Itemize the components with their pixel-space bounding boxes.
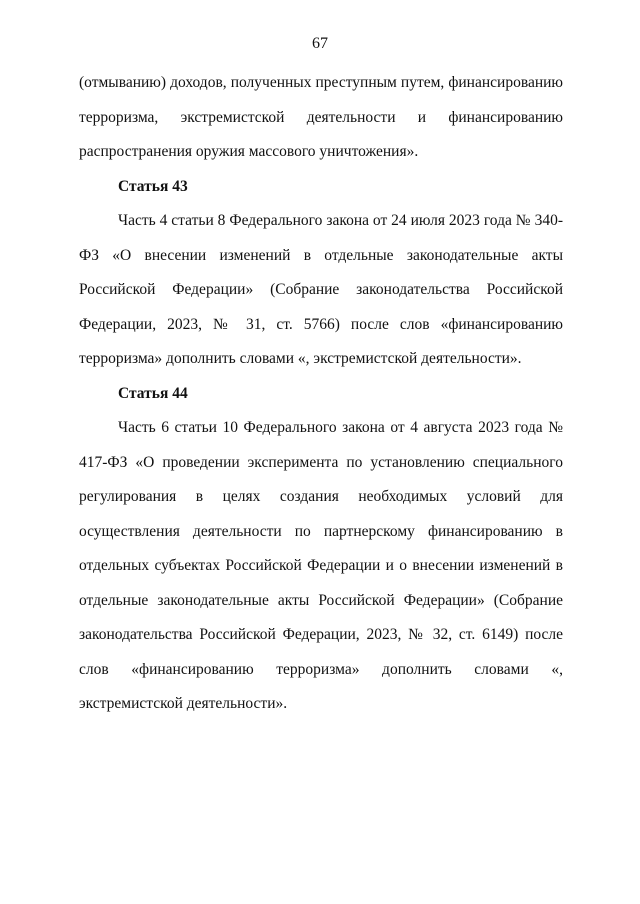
article-43-heading: Статья 43	[118, 177, 188, 195]
article-43-text: Часть 4 статьи 8 Федерального закона от 24 июля 2023 года № 340-ФЗ «О внесении изменений в отдельные законодательные акты Российской Федерации» (Собрание законодательства Российской Федерации, 2023, № 31, ст. 5766) после слов «финансированию терроризма» дополнить словами «, экстремистской деятельности».	[79, 212, 563, 367]
page-number: 67	[312, 35, 328, 52]
article-44-text: Часть 6 статьи 10 Федерального закона от 4 августа 2023 года № 417-ФЗ «О проведении эксперимента по установлению специального регулирования в целях создания необходимых условий для осуществления деятельности по партнерскому финансированию в отдельных субъектах Российской Федерации и о внесении изменений в отдельные законодательные акты Российской Федерации» (Собрание законодательства Российской Федерации, 2023, № 32, ст. 6149) после слов «финансированию терроризма» дополнить словами «, экстремистской деятельности».	[79, 419, 563, 712]
article-44-heading: Статья 44	[118, 384, 188, 402]
continuation-paragraph: (отмыванию) доходов, полученных преступным путем, финансированию терроризма, экстремистской деятельности и финансированию распространения оружия массового уничтожения».	[79, 74, 563, 160]
document-body	[79, 66, 563, 722]
